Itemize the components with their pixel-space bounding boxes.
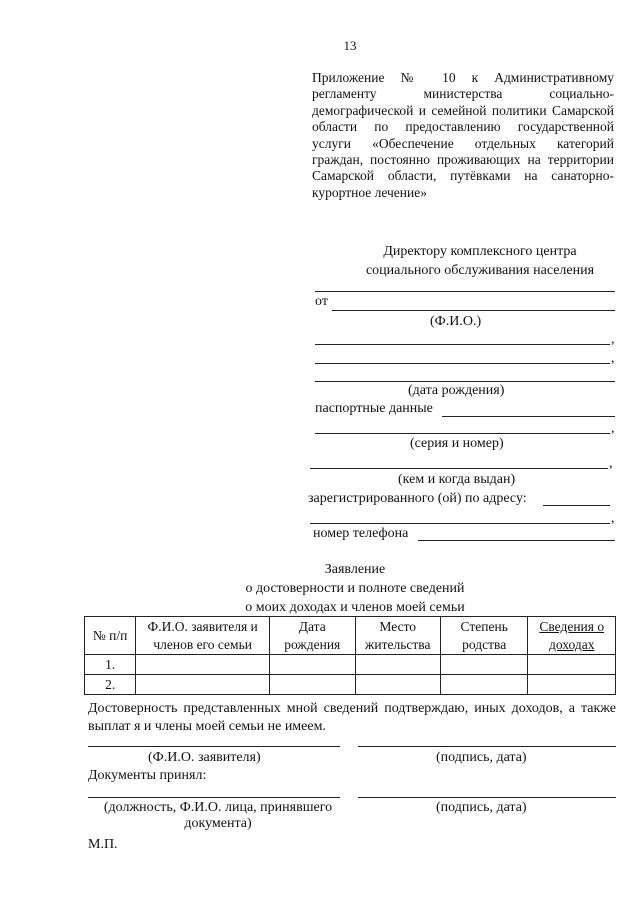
official-blank[interactable]: [88, 797, 340, 798]
table-cell[interactable]: [270, 675, 355, 695]
table-cell[interactable]: [136, 655, 270, 675]
applicant-fio-blank[interactable]: [88, 746, 340, 747]
from-blank[interactable]: [332, 310, 615, 311]
registered-label: зарегистрированного (ой) по адресу:: [308, 491, 527, 506]
page-number: 13: [343, 38, 357, 53]
passport-label: паспортные данные: [315, 401, 433, 416]
comma: ,: [609, 456, 613, 471]
header-cell: Ф.И.О. заявителя и членов его семьи: [136, 617, 270, 655]
issued-blank[interactable]: [310, 468, 608, 469]
address-blank-2[interactable]: [310, 523, 610, 524]
confirmation-text: Достоверность представленных мной сведений подтверждаю, иных доходов, а также выплат я и члены моей семьи не имеем.: [88, 701, 616, 734]
table-cell[interactable]: [270, 655, 355, 675]
stamp-label: М.П.: [88, 837, 118, 852]
address-blank[interactable]: [543, 505, 610, 506]
fio-blank-1[interactable]: [315, 344, 610, 345]
applicant-fio-label: (Ф.И.О. заявителя): [148, 750, 261, 765]
statement-title: [210, 560, 500, 617]
table-cell[interactable]: [355, 675, 440, 695]
passport-blank-2[interactable]: [315, 433, 610, 434]
header-cell: Дата рождения: [270, 617, 355, 655]
row-number: 2.: [85, 675, 136, 695]
passport-blank[interactable]: [442, 416, 615, 417]
appendix-text: Приложение № 10 к Административному регламенту министерства социально-демографической и семейной политики Самарской области по предоставлению государственной услуги «Обеспечение отдельных категорий граждан, постоянно проживающих на территории Самарской области, путёвками на санаторно-курортное лечение»: [312, 70, 614, 200]
table-cell[interactable]: [528, 675, 616, 695]
table-row: [85, 675, 616, 695]
phone-label: номер телефона: [313, 526, 409, 541]
accepted-label: Документы принял:: [88, 768, 207, 783]
official-label-line-2: документа): [184, 816, 252, 831]
birth-label: (дата рождения): [408, 383, 505, 398]
row-number: 1.: [85, 655, 136, 675]
table-header-row: [85, 617, 616, 655]
addressee: [300, 242, 640, 280]
comma: ,: [611, 351, 615, 366]
title-line-2: о достоверности и полноте сведений: [245, 581, 465, 596]
issued-label: (кем и когда выдан): [398, 472, 516, 487]
comma: ,: [611, 421, 615, 436]
from-label: от: [315, 294, 328, 309]
phone-blank[interactable]: [418, 540, 615, 541]
comma: ,: [611, 332, 615, 347]
header-cell: Сведения о доходах: [528, 617, 616, 655]
table-cell[interactable]: [440, 655, 527, 675]
applicant-sign-blank[interactable]: [358, 746, 616, 747]
official-label: [88, 800, 348, 832]
table-row: [85, 655, 616, 675]
table-cell[interactable]: [355, 655, 440, 675]
table-cell[interactable]: [136, 675, 270, 695]
table-cell[interactable]: [528, 655, 616, 675]
header-cell: Место жительства: [355, 617, 440, 655]
birth-date-blank[interactable]: [315, 381, 615, 382]
sign-date-label-1: (подпись, дата): [436, 750, 527, 765]
income-table: [84, 616, 616, 695]
fio-label: (Ф.И.О.): [430, 314, 482, 329]
official-label-line-1: (должность, Ф.И.О. лица, принявшего: [103, 800, 333, 815]
title-line-3: о моих доходах и членов моей семьи: [245, 600, 465, 615]
header-cell: Степень родства: [440, 617, 527, 655]
sign-date-label-2: (подпись, дата): [436, 800, 527, 815]
official-sign-blank[interactable]: [358, 797, 616, 798]
comma: ,: [611, 511, 615, 526]
header-cell: № п/п: [85, 617, 136, 655]
blank-line-top[interactable]: [315, 291, 615, 292]
addressee-line-1: Директору комплексного центра: [383, 244, 577, 259]
title-line-1: Заявление: [324, 562, 386, 577]
table-cell[interactable]: [440, 675, 527, 695]
addressee-line-2: социального обслуживания населения: [365, 263, 595, 278]
series-label: (серия и номер): [410, 436, 504, 451]
fio-blank-2[interactable]: [315, 363, 610, 364]
